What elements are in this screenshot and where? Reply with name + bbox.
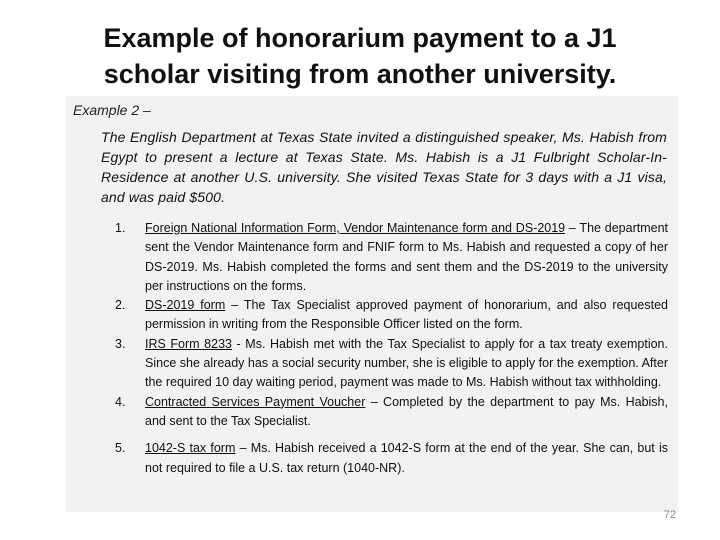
step-item <box>115 296 668 335</box>
step-item <box>115 335 668 393</box>
slide-title: Example of honorarium payment to a J1 scholar visiting from another university. <box>103 23 617 89</box>
step-number: 4. <box>115 394 126 409</box>
step-description: – Ms. Habish received a 1042-S form at the end of the year. She can, but is not required to file a U.S. tax return (1040-NR). <box>145 441 668 475</box>
example-intro: The English Department at Texas State invited a distinguished speaker, Ms. Habish from Egypt to present a lecture at Texas State. Ms. Habish is a J1 Fulbright Scholar-In-Residence at another U.S. university. She visited Texas State for 3 days with a J1 visa, and was paid $500. <box>101 129 667 205</box>
step-form-link[interactable]: DS-2019 form <box>145 298 226 313</box>
step-description: – The department sent the Vendor Maintenance form and FNIF form to Ms. Habish and requested a copy of her DS-2019. Ms. Habish completed the forms and sent them and the DS-2019 to the university per instructions on the forms. <box>145 221 668 293</box>
step-item <box>115 219 668 296</box>
step-form-link[interactable]: Foreign National Information Form, Vendor Maintenance form and DS-2019 <box>145 221 566 235</box>
steps-list <box>115 219 668 478</box>
step-number: 2. <box>115 298 126 313</box>
step-item <box>115 439 668 478</box>
step-description: - Ms. Habish met with the Tax Specialist to apply for a tax treaty exemption. Since she already has a social security number, she is eligible to apply for the exemption. After the required 10 day waiting period, payment was made to Ms. Habish without tax withholding. <box>145 336 668 390</box>
step-number: 1. <box>115 221 126 235</box>
page-number: 72 <box>663 509 676 521</box>
step-form-link[interactable]: Contracted Services Payment Voucher <box>145 394 366 409</box>
step-form-link[interactable]: 1042-S tax form <box>145 441 236 456</box>
step-description: – Completed by the department to pay Ms. Habish, and sent to the Tax Specialist. <box>145 394 668 428</box>
step-number: 5. <box>115 441 126 456</box>
example-label: Example 2 – <box>73 102 151 118</box>
step-form-link[interactable]: IRS Form 8233 <box>145 336 232 351</box>
step-number: 3. <box>115 336 126 351</box>
step-item <box>115 393 668 432</box>
step-description: – The Tax Specialist approved payment of honorarium, and also requested permission in writing from the Responsible Officer listed on the form. <box>145 298 669 332</box>
